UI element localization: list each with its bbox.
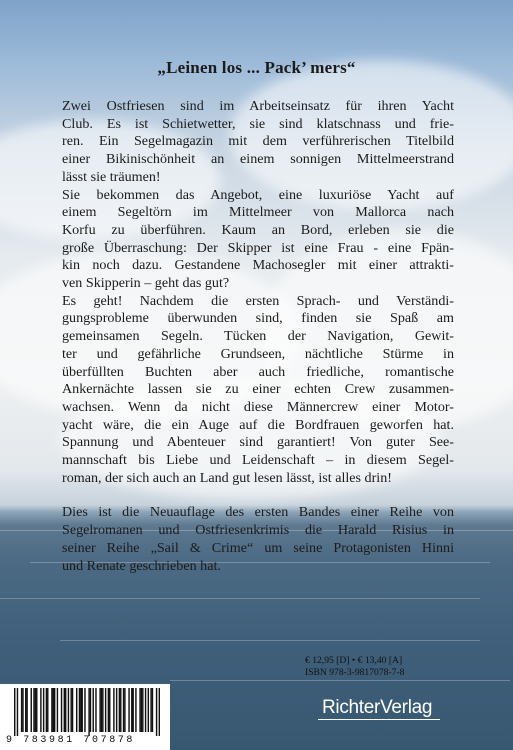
barcode-bar	[156, 688, 157, 736]
barcode-bar	[31, 688, 32, 732]
blurb-line: Spannung und Abenteuer sind garantiert! Von guter See-	[62, 434, 454, 451]
barcode-bar	[131, 688, 132, 732]
barcode-bar	[159, 688, 160, 736]
barcode	[0, 684, 170, 750]
barcode-bar	[102, 688, 103, 732]
blurb-line: seiner Reihe „Sail & Crime“ um seine Protagonisten Hinni	[62, 539, 454, 556]
barcode-bar	[124, 688, 125, 732]
blurb-line: Korfu zu überführen. Kaum an Bord, erleben sie die	[62, 221, 454, 238]
blurb-line: ter und gefährliche Grundseen, nächtliche Stürme in	[62, 345, 454, 362]
barcode-bar	[47, 688, 48, 732]
barcode-bar	[128, 688, 129, 732]
blurb-line: lässt sie träumen!	[62, 168, 161, 185]
barcode-bar	[88, 688, 89, 736]
barcode-bar	[76, 688, 77, 732]
wave	[60, 640, 480, 641]
barcode-bar	[113, 688, 114, 732]
barcode-bar	[95, 688, 96, 732]
barcode-bar	[132, 688, 133, 732]
barcode-bar	[57, 688, 58, 732]
barcode-bar	[90, 688, 91, 732]
blurb-line: Club. Es ist Schietwetter, sie sind klatschnass und frie-	[62, 115, 454, 132]
barcode-bar	[81, 688, 82, 732]
blurb-line: gungsprobleme überwunden sind, finden sie Spaß am	[62, 310, 454, 327]
isbn-line: ISBN 978-3-9817078-7-8	[305, 667, 405, 678]
blurb-line: gemeinsamen Segeln. Tücken der Navigation, Gewit-	[62, 328, 454, 345]
price-block	[305, 655, 404, 679]
barcode-bars	[14, 688, 160, 736]
barcode-bar	[51, 688, 52, 732]
barcode-bar	[108, 688, 109, 732]
barcode-bar	[65, 688, 66, 732]
barcode-bar	[54, 688, 55, 732]
barcode-bar	[72, 688, 73, 732]
wave	[0, 598, 480, 599]
publisher-underline	[318, 719, 440, 720]
barcode-bar	[35, 688, 36, 732]
barcode-bar	[99, 688, 100, 732]
barcode-bar	[17, 688, 18, 736]
book-title: „Leinen los ... Pack’ mers“	[157, 58, 356, 77]
barcode-bar	[105, 688, 106, 732]
barcode-bar	[135, 688, 136, 732]
barcode-bar	[123, 688, 124, 732]
barcode-bar	[141, 688, 142, 732]
barcode-bar	[150, 688, 151, 732]
barcode-bar	[148, 688, 149, 732]
blurb-line: einer Bikinischönheit an einem sonnigen Mittelmeerstrand	[62, 151, 454, 168]
barcode-bar	[61, 688, 62, 732]
barcode-bar	[70, 688, 71, 732]
blurb-line: und Renate geschrieben hat.	[62, 557, 221, 574]
blurb-line: kin noch dazu. Gestandene Machosegler mit einer attrakti-	[62, 257, 454, 274]
barcode-bar	[64, 688, 65, 732]
barcode-bar	[25, 688, 26, 732]
barcode-bar	[93, 688, 94, 732]
barcode-bar	[145, 688, 146, 732]
barcode-bar	[46, 688, 47, 732]
barcode-bar	[119, 688, 120, 732]
blurb-line: Segelromanen und Ostfriesenkrimis die Harald Risius in	[62, 522, 454, 539]
barcode-bar	[33, 688, 34, 732]
barcode-bar	[26, 688, 27, 732]
barcode-bar	[79, 688, 80, 732]
blurb-line: Dies ist die Neuauflage des ersten Bandes einer Reihe von	[62, 504, 454, 521]
blurb-line: ven Skipperin – geht das gut?	[62, 275, 230, 292]
blurb-line: einem Segeltörn im Mittelmeer von Mallorca nach	[62, 204, 454, 221]
barcode-bar	[14, 688, 15, 736]
barcode-bar	[139, 688, 140, 732]
barcode-bar	[84, 688, 85, 732]
blurb-line: große Überraschung: Der Skipper ist eine Frau - eine Fрän-	[62, 239, 454, 256]
price-line: € 12,95 [D] • € 13,40 [A]	[305, 655, 403, 666]
barcode-bar	[21, 688, 22, 732]
blurb-line: ren. Ein Segelmagazin mit dem verführerischen Titelbild	[62, 133, 454, 150]
blurb-line: yacht wäre, die ein Auge auf die Bordfrauen geworfen hat.	[62, 416, 454, 433]
blurb-paragraph-1	[62, 98, 454, 487]
barcode-bar	[68, 688, 69, 732]
barcode-bar	[22, 688, 23, 732]
blurb-line: Sie bekommen das Angebot, eine luxuriöse Yacht auf	[62, 186, 454, 203]
barcode-bar	[120, 688, 121, 732]
blurb-line: mannschaft bis Liebe und Leidenschaft – in diesem Segel-	[62, 452, 454, 469]
barcode-bar	[53, 688, 54, 732]
barcode-bar	[142, 688, 143, 732]
barcode-bar	[152, 688, 153, 732]
blurb-line: Zwei Ostfriesen sind im Arbeitseinsatz für ihren Yacht	[62, 98, 454, 114]
publisher-logo: RichterVerlag	[322, 697, 433, 718]
barcode-digits: 9 783981 707878	[6, 735, 136, 746]
blurb-text	[62, 98, 454, 575]
barcode-bar	[101, 688, 102, 732]
barcode-bar	[36, 688, 37, 732]
barcode-bar	[43, 688, 44, 732]
blurb-line: überfüllten Buchten aber auch friedliche, romantische	[62, 363, 454, 380]
barcode-bar	[109, 688, 110, 732]
barcode-bar	[116, 688, 117, 732]
barcode-bar	[40, 688, 41, 732]
blurb-line: wachsen. Wenn da nicht diese Männercrew einer Motor-	[62, 398, 454, 415]
blurb-line: roman, der sich auch an Land gut lesen lässt, ist alles drin!	[62, 469, 392, 486]
blurb-paragraph-2	[62, 504, 454, 575]
barcode-bar	[80, 688, 81, 732]
blurb-line: Es geht! Nachdem die ersten Sprach- und Verständi-	[62, 292, 454, 309]
wave	[170, 680, 510, 681]
blurb-line: Ankernächte lassen sie zu einer echten Crew zusammen-	[62, 381, 454, 398]
